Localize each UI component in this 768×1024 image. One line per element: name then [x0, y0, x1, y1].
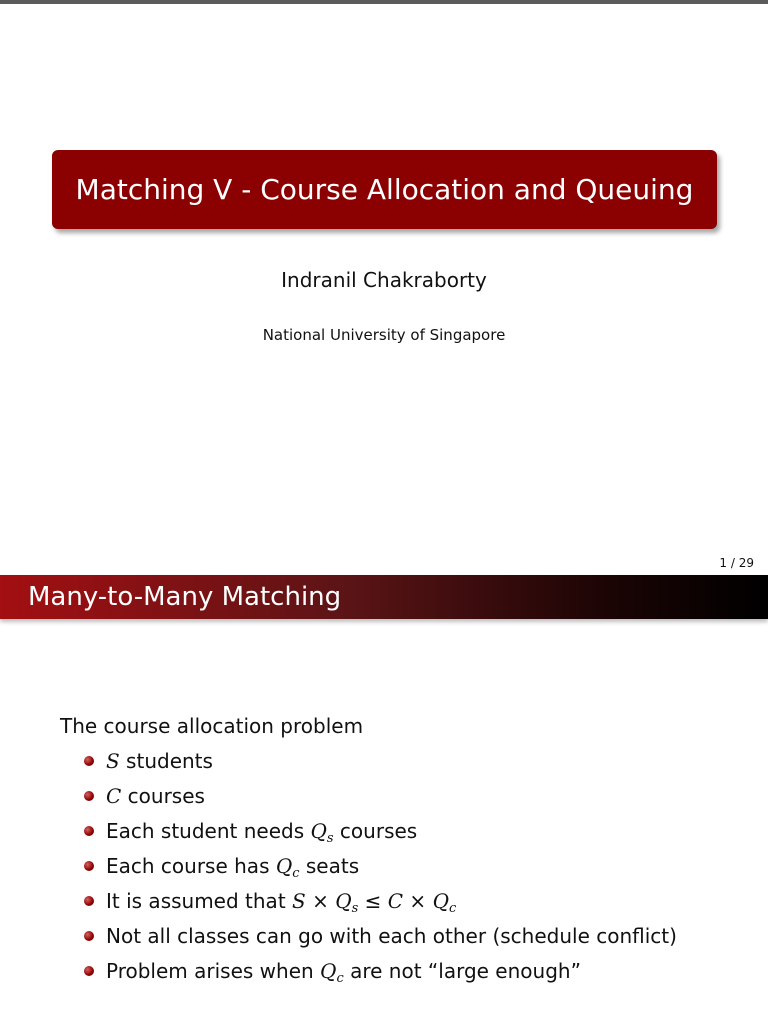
math-subscript: c	[336, 971, 344, 986]
math-var: S	[292, 889, 306, 913]
math-operator: ≤	[358, 889, 388, 913]
bullet-courses	[84, 781, 750, 816]
bullet-problem-arises	[84, 956, 750, 991]
math-var: Q	[432, 889, 449, 913]
bullet-text: are not “large enough”	[343, 959, 581, 983]
frame-title: Many-to-Many Matching	[28, 582, 342, 612]
math-operator: ×	[305, 889, 336, 913]
bullet-icon	[84, 931, 94, 941]
title-box	[52, 150, 717, 229]
bullet-text: Each student needs	[106, 819, 311, 843]
top-rule	[0, 0, 768, 4]
bullet-text: students	[119, 749, 213, 773]
bullet-text: courses	[333, 819, 418, 843]
bullet-assumption	[84, 886, 750, 921]
math-subscript: c	[448, 901, 457, 916]
math-var: Q	[335, 889, 352, 913]
math-var: Q	[310, 819, 327, 843]
bullet-icon	[84, 756, 94, 766]
bullet-text: seats	[299, 854, 360, 878]
bullet-text: Not all classes can go with each other (schedule conflict)	[106, 924, 677, 948]
author-name: Indranil Chakraborty	[281, 268, 487, 292]
page-number: 1 / 29	[719, 556, 754, 570]
bullet-schedule-conflict	[84, 921, 750, 956]
presentation-title: Matching V - Course Allocation and Queuing	[75, 173, 694, 206]
math-var: C	[387, 889, 404, 913]
bullet-icon	[84, 861, 94, 871]
intro-text: The course allocation problem	[60, 714, 364, 738]
bullet-text: Problem arises when	[106, 959, 321, 983]
frame-header	[0, 575, 768, 619]
math-subscript: c	[292, 866, 300, 881]
slide-content	[60, 714, 750, 991]
math-subscript: s	[326, 831, 334, 846]
bullet-text: It is assumed that	[106, 889, 293, 913]
math-operator: ×	[403, 889, 433, 913]
bullet-text: Each course has	[106, 854, 276, 878]
bullet-icon	[84, 791, 94, 801]
bullet-text: courses	[121, 784, 205, 808]
bullet-icon	[84, 826, 94, 836]
math-var: Q	[320, 959, 337, 983]
math-subscript: s	[351, 901, 359, 916]
author-affiliation: National University of Singapore	[262, 326, 506, 344]
bullet-student-needs	[84, 816, 750, 851]
bullet-students	[84, 746, 750, 781]
math-var: S	[106, 749, 120, 773]
math-var: C	[106, 784, 122, 808]
bullet-list	[60, 746, 750, 991]
bullet-icon	[84, 966, 94, 976]
bullet-icon	[84, 896, 94, 906]
bullet-course-seats	[84, 851, 750, 886]
math-var: Q	[275, 854, 293, 878]
